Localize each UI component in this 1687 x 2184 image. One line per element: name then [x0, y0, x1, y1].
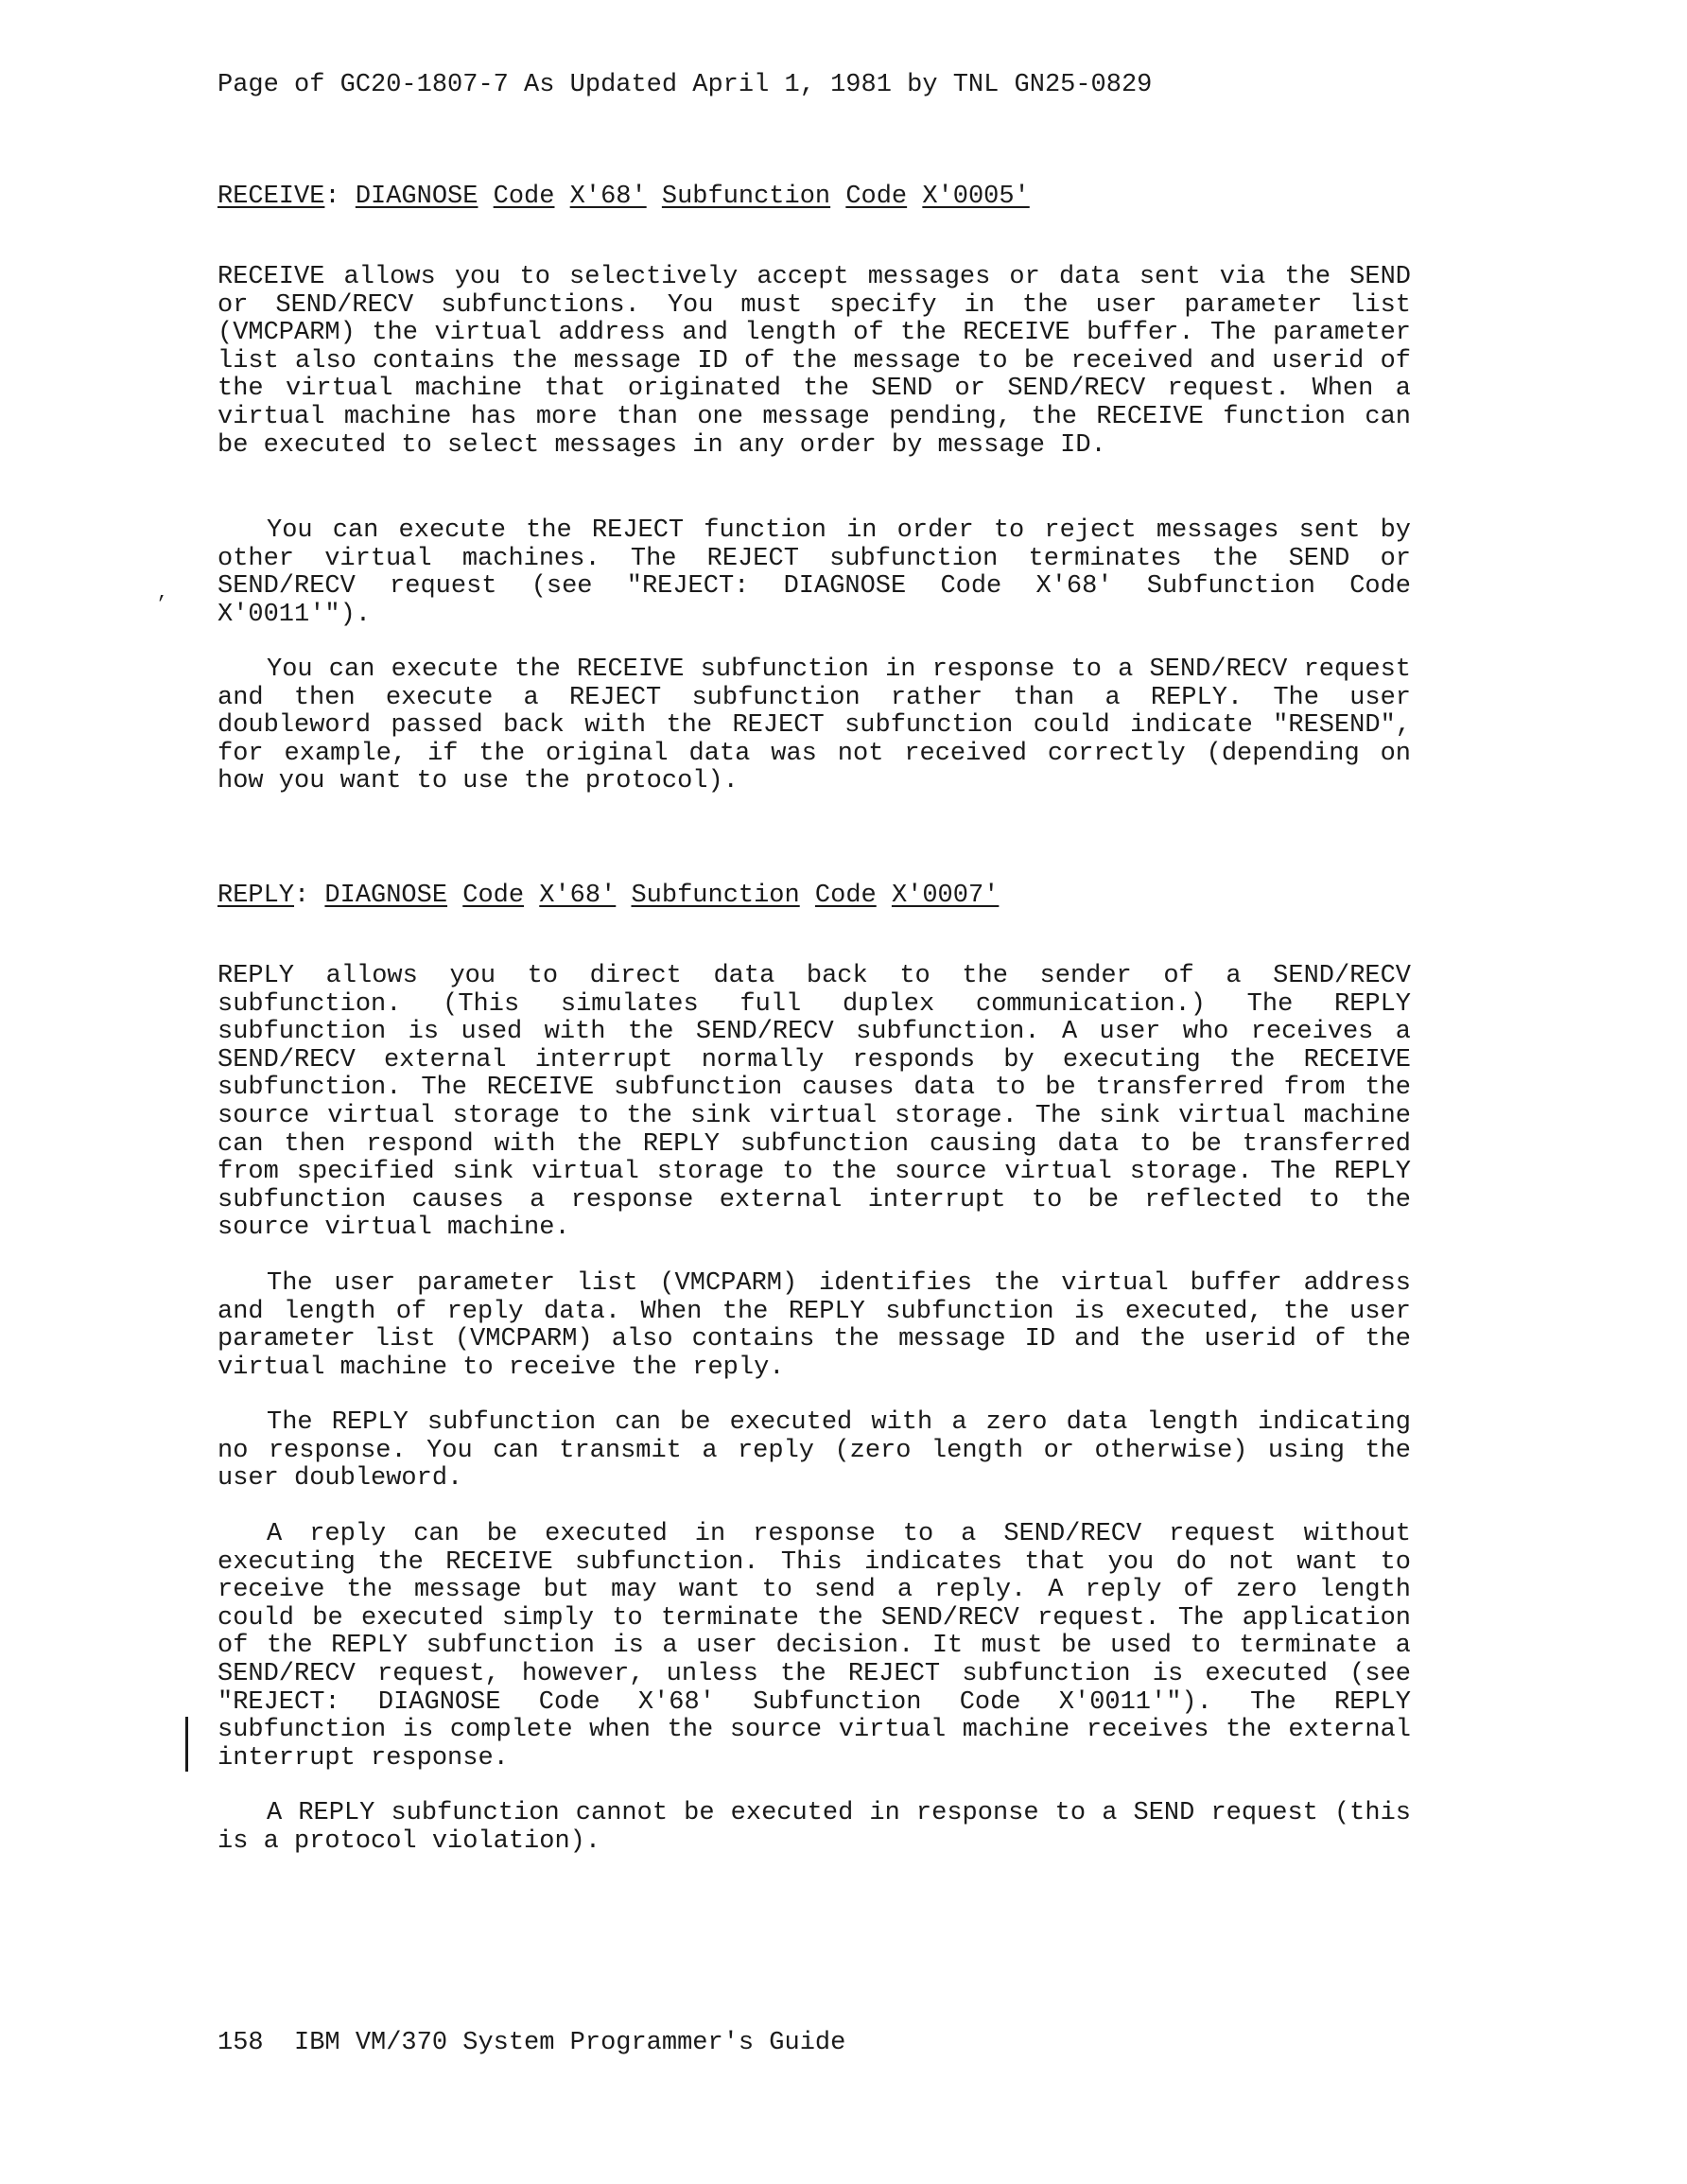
title-separator: : — [294, 882, 310, 910]
paragraph: The user parameter list (VMCPARM) identifies the virtual buffer address and length of reply data. When the REPLY subfunction is executed, the user parameter list (VMCPARM) also contains the message ID and the userid of the virtual machine to receive the reply. — [217, 1269, 1411, 1382]
title-subfunction: Subfunction — [661, 183, 831, 211]
title-diagnose: DIAGNOSE — [355, 183, 478, 211]
title-keyword: RECEIVE — [217, 183, 325, 211]
paragraph: REPLY allows you to direct data back to the sender of a SEND/RECV subfunction. (This simulates full duplex communication.) The REPLY subfunction is used with the SEND/RECV subfunction. A user who receives a SEND/RECV external interrupt normally responds by executing the RECEIVE subfunction. The RECEIVE subfunction causes data to be transferred from the source virtual storage to the sink virtual storage. The sink virtual machine can then respond with the REPLY subfunction causing data to be transferred from specified sink virtual storage to the source virtual storage. The REPLY subfunction causes a response external interrupt to be reflected to the source virtual machine. — [217, 962, 1411, 1243]
margin-mark: , — [157, 583, 169, 604]
title-diagnose: DIAGNOSE — [324, 882, 448, 910]
page-number: 158 — [217, 2029, 264, 2057]
paragraph: A reply can be executed in response to a SEND/RECV request without executing the RECEIVE subfunction. This indicates that you do not want to receive the message but may want to send a reply. A reply of zero length could be executed simply to terminate the SEND/RECV request. The application of the REPLY subfunction is a user decision. It must be used to terminate a SEND/RECV request, however, unless the REJECT subfunction is executed (see "REJECT: DIAGNOSE Code X'68' Subfunction Code X'0011'"). The REPLY subfunction is complete when the source virtual machine receives the external interrupt response. — [217, 1520, 1411, 1773]
paragraph: The REPLY subfunction can be executed with a zero data length indicating no response. You can transmit a reply (zero length or otherwise) using the user doubleword. — [217, 1408, 1411, 1494]
title-x68: X'68' — [569, 183, 647, 211]
title-code: Code — [814, 882, 877, 910]
title-code: Code — [845, 183, 908, 211]
book-title: IBM VM/370 System Programmer's Guide — [294, 2029, 846, 2057]
paragraph: You can execute the REJECT function in order to reject messages sent by other virtual machines. The REJECT subfunction terminates the SEND or SEND/RECV request (see "REJECT: DIAGNOSE Code X'68' Subfunction Code X'0011'"). — [217, 516, 1411, 629]
paragraph: You can execute the RECEIVE subfunction in response to a SEND/RECV request and then execute a REJECT subfunction rather than a REPLY. The user doubleword passed back with the REJECT subfunction could indicate "RESEND", for example, if the original data was not received correctly (depending on how you want to use the protocol). — [217, 655, 1411, 796]
paragraph: RECEIVE allows you to selectively accept messages or data sent via the SEND or SEND/RECV subfunctions. You must specify in the user parameter list (VMCPARM) the virtual address and length of the RECEIVE buffer. The parameter list also contains the message ID of the message to be received and userid of the virtual machine that originated the SEND or SEND/RECV request. When a virtual machine has more than one message pending, the RECEIVE function can be executed to select messages in any order by message ID. — [217, 263, 1411, 460]
section-title-receive — [217, 182, 1030, 212]
page-header: Page of GC20-1807-7 As Updated April 1, 1981 by TNL GN25-0829 — [217, 71, 1153, 99]
title-xcode: X'0007' — [891, 882, 1000, 910]
title-code: Code — [462, 882, 525, 910]
page-footer — [217, 2028, 845, 2058]
title-x68: X'68' — [539, 882, 617, 910]
title-keyword: REPLY — [217, 882, 295, 910]
section-title-reply — [217, 881, 999, 911]
title-code: Code — [493, 183, 555, 211]
title-subfunction: Subfunction — [631, 882, 800, 910]
revision-bar — [185, 1717, 188, 1772]
title-xcode: X'0005' — [922, 183, 1030, 211]
title-separator: : — [324, 183, 340, 211]
paragraph: A REPLY subfunction cannot be executed in response to a SEND request (this is a protocol violation). — [217, 1799, 1411, 1856]
